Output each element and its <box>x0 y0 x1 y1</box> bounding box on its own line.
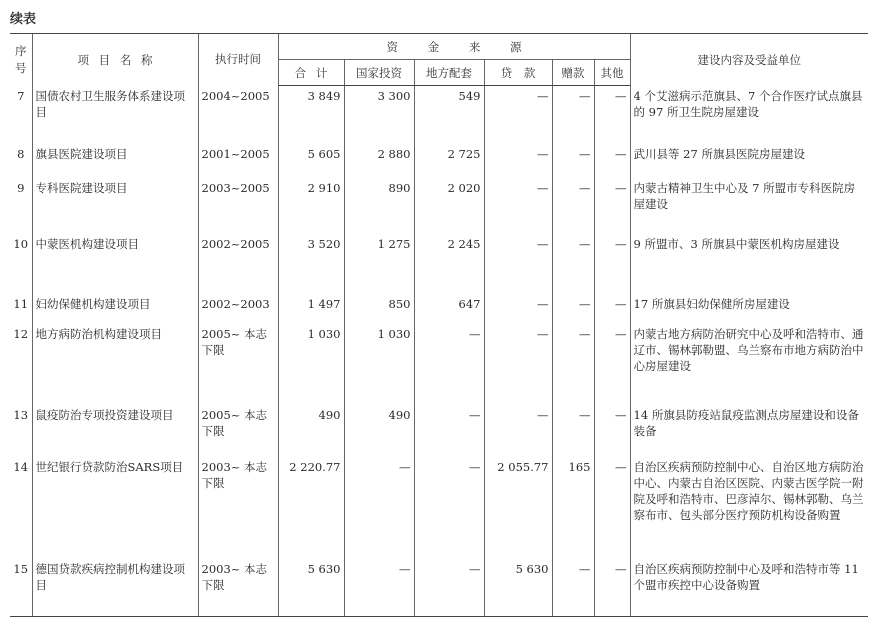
table-row <box>10 234 868 294</box>
cell-other: — <box>594 405 630 457</box>
cell-other: — <box>594 294 630 324</box>
cell-index: 9 <box>17 180 25 195</box>
cell-grant: — <box>552 405 594 457</box>
cell-national: 1 275 <box>344 234 414 294</box>
cell-content: 17 所旗县妇幼保健所房屋建设 <box>630 294 868 324</box>
cell-content: 内蒙古精神卫生中心及 7 所盟市专科医院房屋建设 <box>630 178 868 234</box>
cell-local: — <box>414 457 484 559</box>
cell-loan: — <box>484 294 552 324</box>
header-total: 合 计 <box>278 60 344 86</box>
cell-content: 武川县等 27 所旗县医院房屋建设 <box>630 144 868 178</box>
header-time: 执行时间 <box>198 34 278 86</box>
cell-grant: — <box>552 178 594 234</box>
cell-total: 3 849 <box>278 86 344 144</box>
cell-national: 3 300 <box>344 86 414 144</box>
cell-total: 2 910 <box>278 178 344 234</box>
header-grant: 赠款 <box>552 60 594 86</box>
cell-time: 2005~ 本志下限 <box>198 324 278 405</box>
table-row <box>10 405 868 457</box>
table-row <box>10 86 868 144</box>
cell-index: 7 <box>17 88 25 103</box>
cell-time: 2003~2005 <box>198 178 278 234</box>
cell-loan: — <box>484 324 552 405</box>
cell-name: 鼠疫防治专项投资建设项目 <box>32 405 198 457</box>
table-row <box>10 144 868 178</box>
cell-grant: — <box>552 234 594 294</box>
cell-local: — <box>414 405 484 457</box>
cell-other: — <box>594 144 630 178</box>
header-loan: 贷 款 <box>484 60 552 86</box>
cell-name: 地方病防治机构建设项目 <box>32 324 198 405</box>
header-index: 序号 <box>10 34 32 86</box>
cell-loan: — <box>484 86 552 144</box>
cell-loan: 2 055.77 <box>484 457 552 559</box>
header-content: 建设内容及受益单位 <box>630 34 868 86</box>
cell-name: 世纪银行贷款防治SARS项目 <box>32 457 198 559</box>
cell-name: 专科医院建设项目 <box>32 178 198 234</box>
cell-name: 旗县医院建设项目 <box>32 144 198 178</box>
cell-total: 5 630 <box>278 559 344 617</box>
cell-content: 4 个艾滋病示范旗县、7 个合作医疗试点旗县的 97 所卫生院房屋建设 <box>630 86 868 144</box>
cell-total: 1 030 <box>278 324 344 405</box>
cell-local: 647 <box>414 294 484 324</box>
cell-index: 14 <box>13 459 29 474</box>
cell-content: 内蒙古地方病防治研究中心及呼和浩特市、通辽市、锡林郭勒盟、乌兰察布市地方病防治中心房屋建设 <box>630 324 868 405</box>
cell-content: 自治区疾病预防控制中心及呼和浩特市等 11 个盟市疾控中心设备购置 <box>630 559 868 617</box>
cell-national: 850 <box>344 294 414 324</box>
cell-name: 中蒙医机构建设项目 <box>32 234 198 294</box>
cell-national: 890 <box>344 178 414 234</box>
header-other: 其他 <box>594 60 630 86</box>
header-national: 国家投资 <box>344 60 414 86</box>
cell-other: — <box>594 559 630 617</box>
cell-local: — <box>414 324 484 405</box>
cell-total: 2 220.77 <box>278 457 344 559</box>
cell-time: 2003~ 本志下限 <box>198 457 278 559</box>
cell-local: — <box>414 559 484 617</box>
cell-index: 8 <box>17 146 25 161</box>
cell-name: 国债农村卫生服务体系建设项目 <box>32 86 198 144</box>
cell-local: 2 725 <box>414 144 484 178</box>
table-row <box>10 324 868 405</box>
cell-local: 2 020 <box>414 178 484 234</box>
cell-other: — <box>594 457 630 559</box>
cell-grant: — <box>552 294 594 324</box>
table-caption: 续表 <box>10 12 37 27</box>
cell-index: 10 <box>13 236 29 251</box>
funding-table <box>10 33 868 617</box>
cell-index: 12 <box>13 326 29 341</box>
cell-time: 2002~2005 <box>198 234 278 294</box>
cell-total: 1 497 <box>278 294 344 324</box>
cell-time: 2003~ 本志下限 <box>198 559 278 617</box>
cell-other: — <box>594 234 630 294</box>
cell-loan: 5 630 <box>484 559 552 617</box>
header-local: 地方配套 <box>414 60 484 86</box>
cell-name: 妇幼保健机构建设项目 <box>32 294 198 324</box>
cell-name: 德国贷款疾病控制机构建设项目 <box>32 559 198 617</box>
cell-loan: — <box>484 405 552 457</box>
cell-loan: — <box>484 178 552 234</box>
cell-content: 9 所盟市、3 所旗县中蒙医机构房屋建设 <box>630 234 868 294</box>
table-row <box>10 178 868 234</box>
cell-time: 2005~ 本志下限 <box>198 405 278 457</box>
cell-grant: 165 <box>552 457 594 559</box>
header-funding: 资 金 来 源 <box>278 34 630 60</box>
cell-national: 1 030 <box>344 324 414 405</box>
cell-content: 自治区疾病预防控制中心、自治区地方病防治中心、内蒙古自治区医院、内蒙古医学院一附院及呼和浩特市、巴彦淖尔、锡林郭勒、乌兰察布市、包头部分医疗预防机构设备购置 <box>630 457 868 559</box>
cell-other: — <box>594 324 630 405</box>
cell-national: — <box>344 559 414 617</box>
cell-national: 2 880 <box>344 144 414 178</box>
table-row <box>10 559 868 617</box>
cell-time: 2001~2005 <box>198 144 278 178</box>
cell-total: 490 <box>278 405 344 457</box>
cell-index: 11 <box>13 296 29 311</box>
cell-other: — <box>594 178 630 234</box>
cell-loan: — <box>484 234 552 294</box>
cell-total: 3 520 <box>278 234 344 294</box>
header-name: 项 目 名 称 <box>32 34 198 86</box>
cell-grant: — <box>552 144 594 178</box>
table-row <box>10 294 868 324</box>
cell-time: 2002~2003 <box>198 294 278 324</box>
cell-time: 2004~2005 <box>198 86 278 144</box>
cell-loan: — <box>484 144 552 178</box>
cell-local: 549 <box>414 86 484 144</box>
cell-content: 14 所旗县防疫站鼠疫监测点房屋建设和设备装备 <box>630 405 868 457</box>
cell-local: 2 245 <box>414 234 484 294</box>
cell-other: — <box>594 86 630 144</box>
cell-grant: — <box>552 86 594 144</box>
cell-grant: — <box>552 559 594 617</box>
cell-grant: — <box>552 324 594 405</box>
cell-total: 5 605 <box>278 144 344 178</box>
table-row <box>10 457 868 559</box>
cell-national: 490 <box>344 405 414 457</box>
cell-index: 15 <box>10 559 32 617</box>
cell-index: 13 <box>13 407 29 422</box>
cell-national: — <box>344 457 414 559</box>
